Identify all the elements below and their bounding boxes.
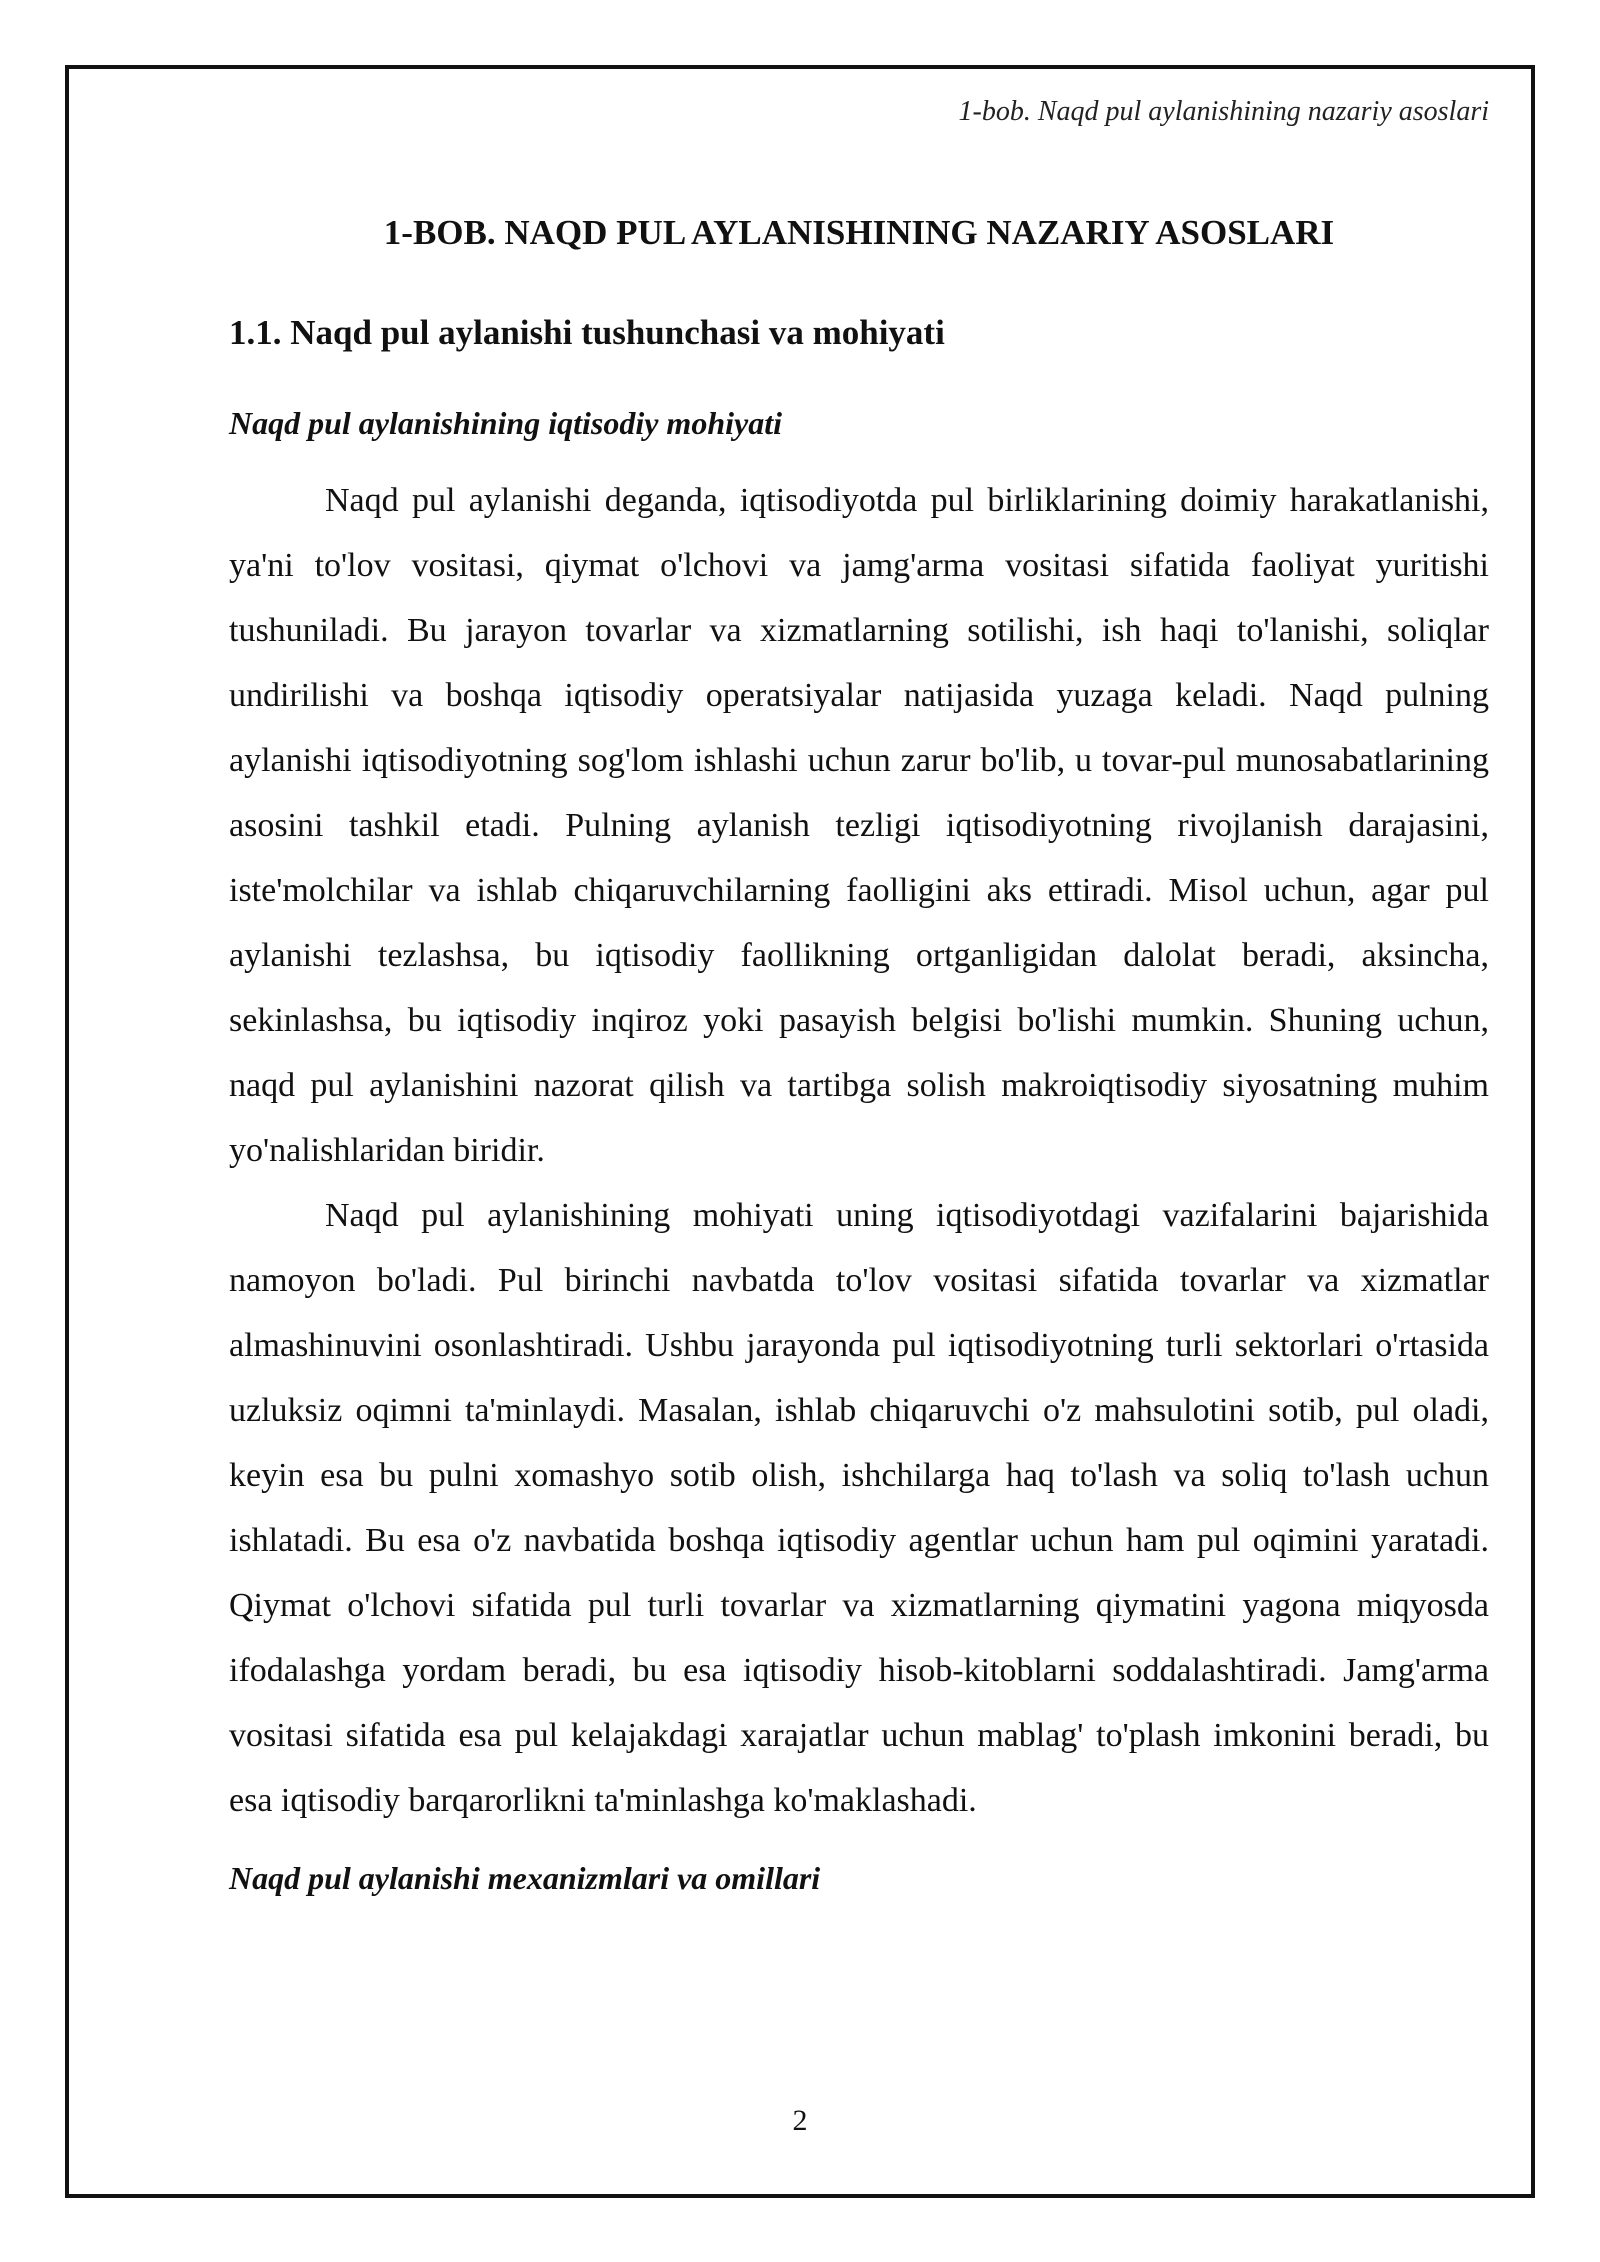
running-header: 1-bob. Naqd pul aylanishining nazariy asoslari <box>958 96 1489 127</box>
chapter-title: 1-BOB. NAQD PUL AYLANISHINING NAZARIY ASOSLARI <box>383 213 1335 252</box>
page-number: 2 <box>792 2104 808 2137</box>
subsection-title: Naqd pul aylanishi mexanizmlari va omillari <box>229 1860 821 1897</box>
paragraph: Naqd pul aylanishi deganda, iqtisodiyotda pul birliklarining doimiy harakatlanishi, ya'ni to'lov vositasi, qiymat o'lchovi va jamg'arma vositasi sifatida faoliyat yuritishi tushuniladi. Bu jarayon tovarlar va xizmatlarning sotilishi, ish haqi to'lanishi, soliqlar undirilishi va boshqa iqtisodiy operatsiyalar natijasida yuzaga keladi. Naqd pulning aylanishi iqtisodiyotning sog'lom ishlashi uchun zarur bo'lib, u tovar-pul munosabatlarining asosini tashkil etadi. Pulning aylanish tezligi iqtisodiyotning rivojlanish darajasini, iste'molchilar va ishlab chiqaruvchilarning faolligini aks ettiradi. Misol uchun, agar pul aylanishi tezlashsa, bu iqtisodiy faollikning ortganligidan dalolat beradi, aksincha, sekinlashsa, bu iqtisodiy inqiroz yoki pasayish belgisi bo'lishi mumkin. Shuning uchun, naqd pul aylanishini nazorat qilish va tartibga solish makroiqtisodiy siyosatning muhim yo'nalishlaridan biridir. <box>229 482 1489 1170</box>
subsection-title: Naqd pul aylanishining iqtisodiy mohiyati <box>229 405 782 441</box>
page-content <box>229 212 1489 1924</box>
section-title: 1.1. Naqd pul aylanishi tushunchasi va mohiyati <box>229 313 945 352</box>
paragraph: Naqd pul aylanishining mohiyati uning iqtisodiyotdagi vazifalarini bajarishida namoyon bo'ladi. Pul birinchi navbatda to'lov vositasi sifatida tovarlar va xizmatlar almashinuvini osonlashtiradi. Ushbu jarayonda pul iqtisodiyotning turli sektorlari o'rtasida uzluksiz oqimni ta'minlaydi. Masalan, ishlab chiqaruvchi o'z mahsulotini sotib, pul oladi, keyin esa bu pulni xomashyo sotib olish, ishchilarga haq to'lash va soliq to'lash uchun ishlatadi. Bu esa o'z navbatida boshqa iqtisodiy agentlar uchun ham pul oqimini yaratadi. Qiymat o'lchovi sifatida pul turli tovarlar va xizmatlarning qiymatini yagona miqyosda ifodalashga yordam beradi, bu esa iqtisodiy hisob-kitoblarni soddalashtiradi. Jamg'arma vositasi sifatida esa pul kelajakdagi xarajatlar uchun mablag' to'plash imkonini beradi, bu esa iqtisodiy barqarorlikni ta'minlashga ko'maklashadi. <box>229 1197 1489 1820</box>
